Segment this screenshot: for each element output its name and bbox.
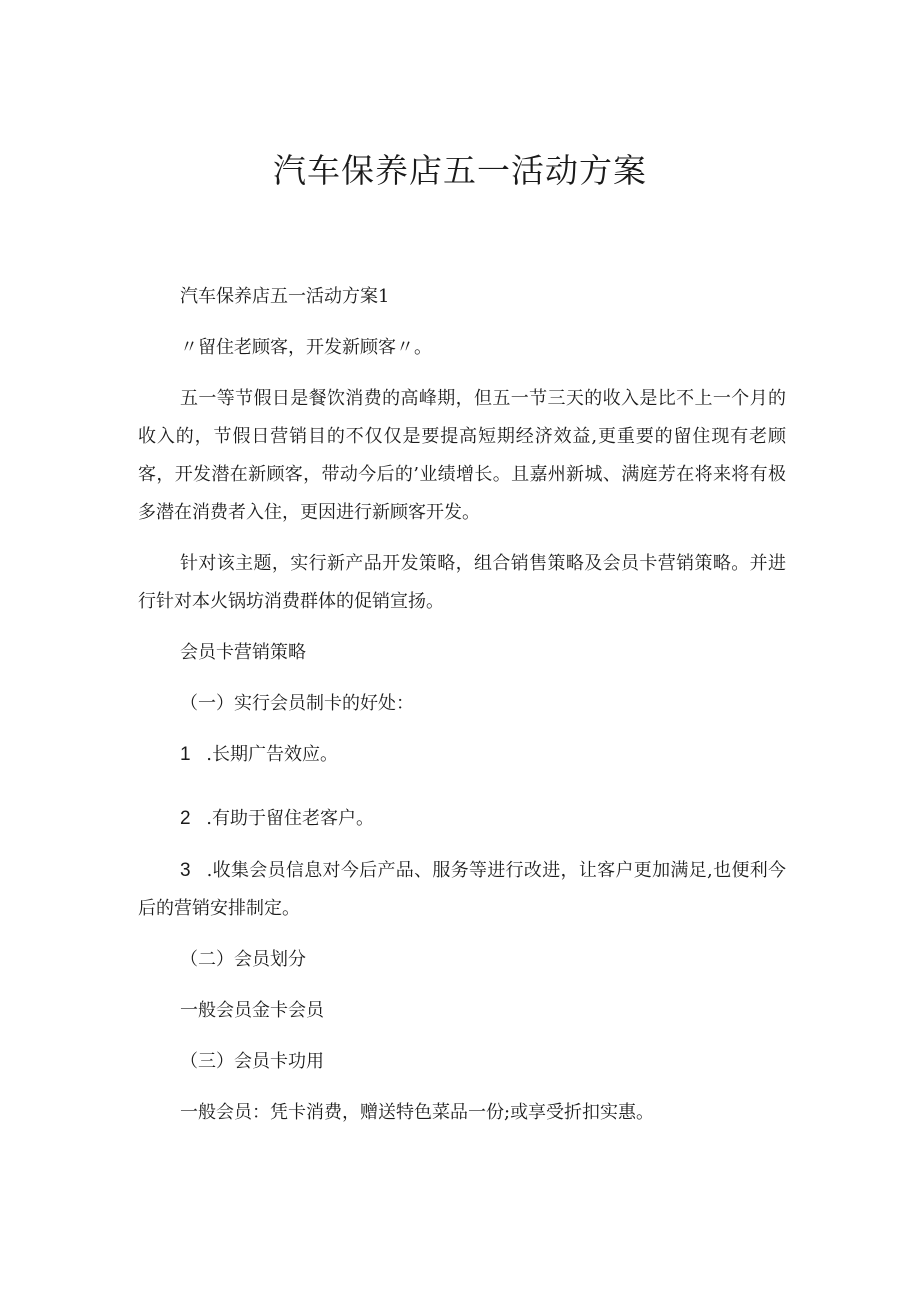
slogan-paragraph: 〃留住老顾客，开发新顾客〃。 bbox=[180, 337, 432, 358]
subheading-benefits: （一）实行会员制卡的好处： bbox=[180, 693, 414, 714]
document-body bbox=[138, 278, 786, 1132]
document-title: 汽车保养店五一活动方案 bbox=[273, 151, 647, 190]
list-item-text: 有助于留住老客户。 bbox=[212, 808, 375, 829]
subheading-member-tiers: （二）会员划分 bbox=[180, 949, 306, 970]
list-item-2 bbox=[138, 800, 786, 838]
list-marker: 2 bbox=[180, 808, 191, 829]
strategy-paragraph: 针对该主题，实行新产品开发策略，组合销售策略及会员卡营销策略。并进行针对本火锅坊消费群体的促销宣扬。 bbox=[138, 553, 786, 612]
list-item-3 bbox=[138, 852, 786, 928]
regular-member-paragraph: 一般会员：凭卡消费，赠送特色菜品一份;或享受折扣实惠。 bbox=[180, 1102, 655, 1123]
list-separator: . bbox=[200, 860, 213, 881]
list-separator: . bbox=[200, 808, 213, 829]
section-heading-membership: 会员卡营销策略 bbox=[180, 642, 306, 663]
list-item-1 bbox=[138, 736, 786, 774]
member-tiers-paragraph: 一般会员金卡会员 bbox=[180, 1000, 324, 1021]
list-item-text: 收集会员信息对今后产品、服务等进行改进，让客户更加满足,也便利今后的营销安排制定。 bbox=[138, 860, 787, 919]
subheading-card-functions: （三）会员卡功用 bbox=[180, 1051, 324, 1072]
list-marker: 1 bbox=[180, 744, 191, 765]
background-paragraph: 五一等节假日是餐饮消费的高峰期，但五一节三天的收入是比不上一个月的收入的，节假日营销目的不仅仅是要提高短期经济效益,更重要的留住现有老顾客，开发潜在新顾客，带动今后的’业绩增长。且嘉州新城、满庭芳在将来将有极多潜在消费者入住，更因进行新顾客开发。 bbox=[138, 388, 786, 523]
section-heading-plan-1: 汽车保养店五一活动方案1 bbox=[180, 286, 390, 307]
list-separator: . bbox=[200, 744, 213, 765]
list-item-text: 长期广告效应。 bbox=[212, 744, 339, 765]
list-marker: 3 bbox=[180, 860, 191, 881]
